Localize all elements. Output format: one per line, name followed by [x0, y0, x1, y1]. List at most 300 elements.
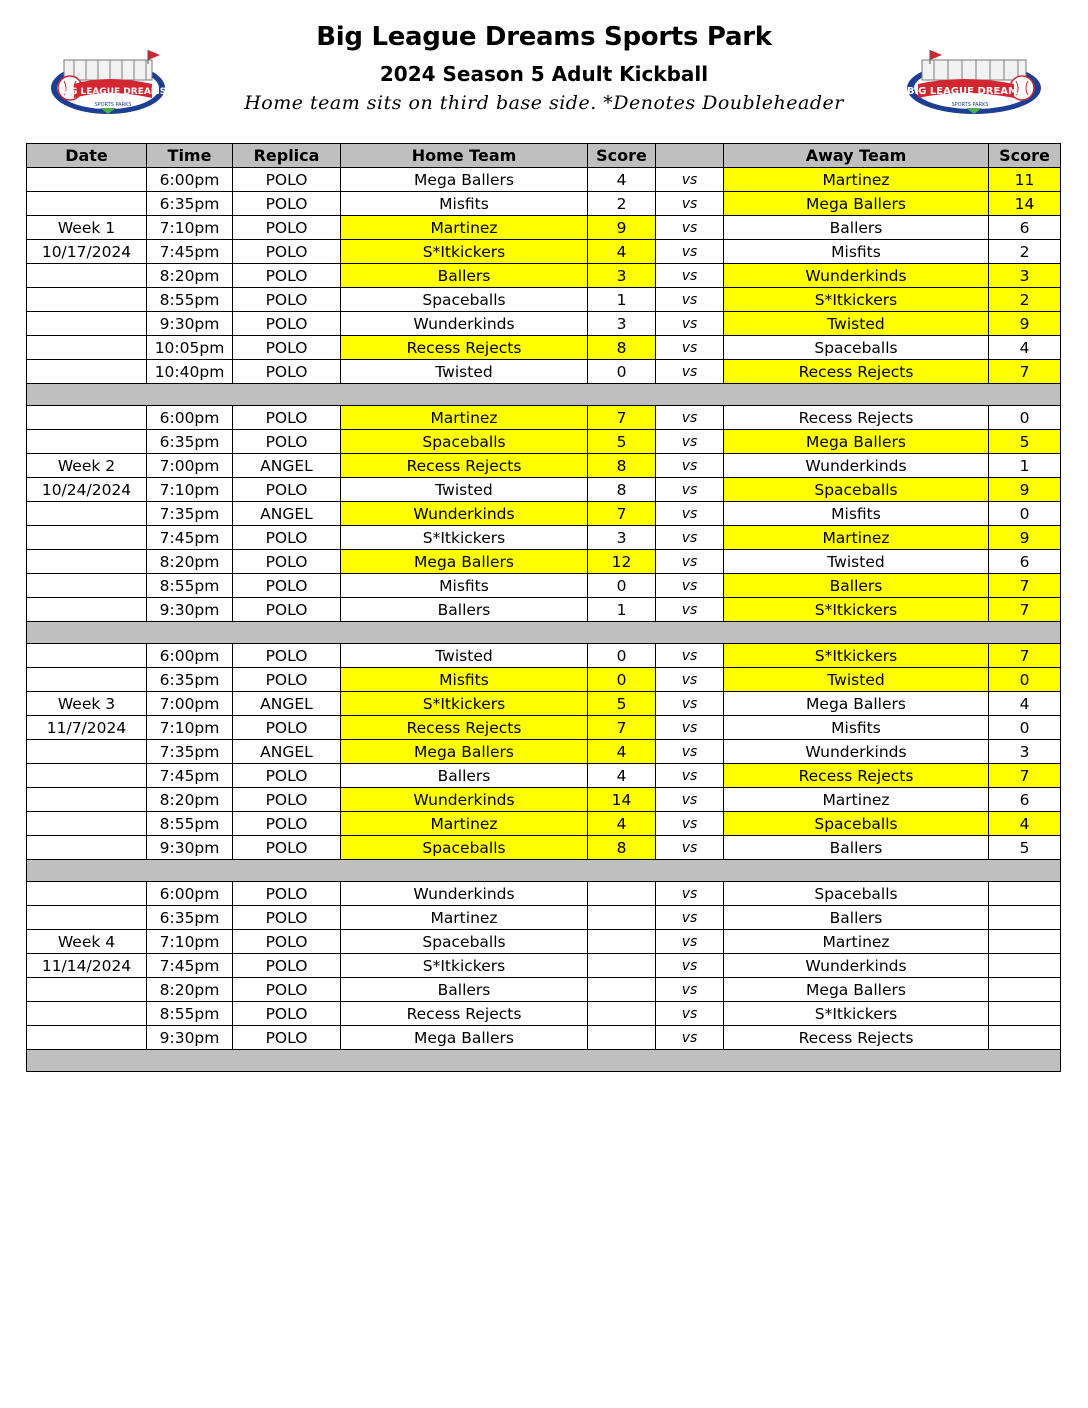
home-score: [588, 1026, 656, 1050]
away-score: 2: [989, 240, 1061, 264]
game-time: 8:55pm: [147, 574, 233, 598]
away-score: 7: [989, 644, 1061, 668]
vs-label: vs: [656, 502, 724, 526]
away-team: Wunderkinds: [724, 954, 989, 978]
field-name: POLO: [233, 1002, 341, 1026]
field-name: ANGEL: [233, 454, 341, 478]
away-score: 0: [989, 668, 1061, 692]
away-team: Recess Rejects: [724, 764, 989, 788]
home-score: [588, 906, 656, 930]
game-time: 7:10pm: [147, 930, 233, 954]
table-row: [27, 668, 1061, 692]
date-cell: [27, 192, 147, 216]
table-row: [27, 930, 1061, 954]
away-score: 4: [989, 336, 1061, 360]
field-name: POLO: [233, 478, 341, 502]
week-label: Week 4: [27, 930, 147, 954]
table-row: [27, 598, 1061, 622]
table-row: [27, 430, 1061, 454]
home-score: 12: [588, 550, 656, 574]
vs-label: vs: [656, 978, 724, 1002]
home-team: S*Itkickers: [341, 526, 588, 550]
header-note: Home team sits on third base side. *Denotes Doubleheader: [244, 92, 844, 114]
vs-label: vs: [656, 240, 724, 264]
vs-label: vs: [656, 644, 724, 668]
column-header-time: Time: [147, 144, 233, 168]
home-team: Spaceballs: [341, 930, 588, 954]
logo-text-right: BIG LEAGUE DREAMS: [906, 86, 1026, 97]
date-cell: [27, 264, 147, 288]
date-cell: [27, 360, 147, 384]
schedule-body: [27, 168, 1061, 1072]
page-subtitle: 2024 Season 5 Adult Kickball: [379, 62, 709, 86]
table-row: [27, 1002, 1061, 1026]
away-score: 0: [989, 406, 1061, 430]
date-cell: [27, 764, 147, 788]
week-separator: [27, 860, 1061, 882]
schedule-table: [26, 143, 1061, 1072]
field-name: POLO: [233, 360, 341, 384]
vs-label: vs: [656, 430, 724, 454]
svg-text:SPORTS PARKS: SPORTS PARKS: [951, 102, 989, 108]
vs-label: vs: [656, 598, 724, 622]
column-header-home-score: Score: [588, 144, 656, 168]
home-team: Mega Ballers: [341, 550, 588, 574]
field-name: POLO: [233, 430, 341, 454]
home-team: Wunderkinds: [341, 882, 588, 906]
date-cell: [27, 288, 147, 312]
home-score: 4: [588, 240, 656, 264]
game-time: 7:10pm: [147, 216, 233, 240]
away-team: Wunderkinds: [724, 454, 989, 478]
home-score: 4: [588, 812, 656, 836]
week-label: Week 3: [27, 692, 147, 716]
home-score: 2: [588, 192, 656, 216]
week-separator: [27, 384, 1061, 406]
away-team: Ballers: [724, 216, 989, 240]
table-row: [27, 692, 1061, 716]
table-row: [27, 168, 1061, 192]
away-team: Mega Ballers: [724, 192, 989, 216]
home-score: 4: [588, 764, 656, 788]
vs-label: vs: [656, 454, 724, 478]
away-score: 9: [989, 478, 1061, 502]
table-row: [27, 882, 1061, 906]
game-time: 7:45pm: [147, 240, 233, 264]
vs-label: vs: [656, 336, 724, 360]
column-header-vs: [656, 144, 724, 168]
away-team: Ballers: [724, 574, 989, 598]
away-score: 9: [989, 526, 1061, 550]
away-score: [989, 954, 1061, 978]
vs-label: vs: [656, 740, 724, 764]
game-time: 9:30pm: [147, 836, 233, 860]
week-separator: [27, 1050, 1061, 1072]
home-team: Martinez: [341, 812, 588, 836]
field-name: POLO: [233, 644, 341, 668]
game-time: 6:35pm: [147, 192, 233, 216]
table-row: [27, 1026, 1061, 1050]
away-score: [989, 906, 1061, 930]
game-time: 6:00pm: [147, 644, 233, 668]
vs-label: vs: [656, 478, 724, 502]
game-time: 10:40pm: [147, 360, 233, 384]
date-cell: [27, 882, 147, 906]
away-team: Martinez: [724, 526, 989, 550]
home-team: Spaceballs: [341, 430, 588, 454]
date-cell: [27, 788, 147, 812]
away-team: S*Itkickers: [724, 644, 989, 668]
vs-label: vs: [656, 192, 724, 216]
away-team: Twisted: [724, 668, 989, 692]
home-team: Martinez: [341, 406, 588, 430]
home-score: 7: [588, 406, 656, 430]
field-name: POLO: [233, 930, 341, 954]
away-team: Twisted: [724, 550, 989, 574]
vs-label: vs: [656, 836, 724, 860]
vs-label: vs: [656, 788, 724, 812]
date-cell: [27, 502, 147, 526]
away-score: 7: [989, 360, 1061, 384]
week-date: 10/17/2024: [27, 240, 147, 264]
home-team: S*Itkickers: [341, 240, 588, 264]
home-team: Twisted: [341, 478, 588, 502]
game-time: 6:35pm: [147, 668, 233, 692]
away-score: 3: [989, 740, 1061, 764]
home-score: 7: [588, 502, 656, 526]
date-cell: [27, 406, 147, 430]
away-team: Misfits: [724, 716, 989, 740]
home-team: Recess Rejects: [341, 454, 588, 478]
svg-text:SPORTS PARKS: SPORTS PARKS: [94, 102, 132, 108]
field-name: POLO: [233, 978, 341, 1002]
table-row: [27, 360, 1061, 384]
vs-label: vs: [656, 264, 724, 288]
field-name: POLO: [233, 406, 341, 430]
week-separator: [27, 622, 1061, 644]
away-team: Wunderkinds: [724, 264, 989, 288]
away-team: Twisted: [724, 312, 989, 336]
home-score: [588, 882, 656, 906]
away-score: 7: [989, 574, 1061, 598]
home-score: 3: [588, 526, 656, 550]
away-score: 1: [989, 454, 1061, 478]
home-team: Spaceballs: [341, 836, 588, 860]
away-score: [989, 1026, 1061, 1050]
away-team: Spaceballs: [724, 882, 989, 906]
away-score: 6: [989, 788, 1061, 812]
away-score: 14: [989, 192, 1061, 216]
away-score: 5: [989, 430, 1061, 454]
game-time: 10:05pm: [147, 336, 233, 360]
home-team: Mega Ballers: [341, 740, 588, 764]
vs-label: vs: [656, 168, 724, 192]
table-row: [27, 336, 1061, 360]
table-header-row: [27, 144, 1061, 168]
vs-label: vs: [656, 906, 724, 930]
field-name: POLO: [233, 216, 341, 240]
vs-label: vs: [656, 882, 724, 906]
date-cell: [27, 574, 147, 598]
date-cell: [27, 526, 147, 550]
game-time: 6:00pm: [147, 168, 233, 192]
vs-label: vs: [656, 764, 724, 788]
away-score: 7: [989, 598, 1061, 622]
field-name: POLO: [233, 716, 341, 740]
field-name: POLO: [233, 550, 341, 574]
home-team: Misfits: [341, 668, 588, 692]
field-name: POLO: [233, 168, 341, 192]
date-cell: [27, 978, 147, 1002]
column-header-date: Date: [27, 144, 147, 168]
date-cell: [27, 168, 147, 192]
home-team: Ballers: [341, 598, 588, 622]
away-score: 9: [989, 312, 1061, 336]
home-team: Recess Rejects: [341, 716, 588, 740]
game-time: 6:35pm: [147, 906, 233, 930]
home-score: 0: [588, 644, 656, 668]
away-team: Martinez: [724, 788, 989, 812]
table-row: [27, 978, 1061, 1002]
home-score: [588, 978, 656, 1002]
home-team: Misfits: [341, 192, 588, 216]
away-team: Recess Rejects: [724, 406, 989, 430]
table-row: [27, 788, 1061, 812]
game-time: 8:55pm: [147, 1002, 233, 1026]
away-team: Misfits: [724, 240, 989, 264]
home-score: 0: [588, 668, 656, 692]
home-score: [588, 954, 656, 978]
home-team: Ballers: [341, 264, 588, 288]
home-score: 9: [588, 216, 656, 240]
date-cell: [27, 668, 147, 692]
home-score: [588, 1002, 656, 1026]
table-row: [27, 836, 1061, 860]
away-score: 4: [989, 692, 1061, 716]
week-label: Week 2: [27, 454, 147, 478]
date-cell: [27, 312, 147, 336]
date-cell: [27, 1026, 147, 1050]
table-row: [27, 526, 1061, 550]
field-name: POLO: [233, 312, 341, 336]
game-time: 7:35pm: [147, 740, 233, 764]
home-team: S*Itkickers: [341, 954, 588, 978]
game-time: 8:20pm: [147, 550, 233, 574]
home-score: 3: [588, 312, 656, 336]
home-team: Twisted: [341, 360, 588, 384]
field-name: POLO: [233, 906, 341, 930]
field-name: POLO: [233, 598, 341, 622]
game-time: 6:00pm: [147, 406, 233, 430]
away-score: 4: [989, 812, 1061, 836]
vs-label: vs: [656, 360, 724, 384]
vs-label: vs: [656, 406, 724, 430]
away-team: Spaceballs: [724, 336, 989, 360]
home-score: 0: [588, 360, 656, 384]
away-team: Recess Rejects: [724, 1026, 989, 1050]
home-team: Martinez: [341, 906, 588, 930]
field-name: ANGEL: [233, 692, 341, 716]
home-score: 3: [588, 264, 656, 288]
home-team: Wunderkinds: [341, 788, 588, 812]
field-name: POLO: [233, 788, 341, 812]
away-score: 6: [989, 216, 1061, 240]
away-team: Spaceballs: [724, 478, 989, 502]
home-score: 1: [588, 288, 656, 312]
home-score: 4: [588, 740, 656, 764]
away-score: [989, 882, 1061, 906]
home-team: Ballers: [341, 978, 588, 1002]
table-row: [27, 740, 1061, 764]
away-team: Mega Ballers: [724, 978, 989, 1002]
away-score: [989, 930, 1061, 954]
game-time: 8:55pm: [147, 812, 233, 836]
home-team: Twisted: [341, 644, 588, 668]
field-name: ANGEL: [233, 740, 341, 764]
big-league-dreams-logo-left: [48, 48, 168, 118]
field-name: POLO: [233, 240, 341, 264]
away-score: 0: [989, 716, 1061, 740]
table-row: [27, 906, 1061, 930]
field-name: POLO: [233, 336, 341, 360]
vs-label: vs: [656, 954, 724, 978]
vs-label: vs: [656, 312, 724, 336]
table-row: [27, 954, 1061, 978]
game-time: 7:45pm: [147, 526, 233, 550]
away-score: 2: [989, 288, 1061, 312]
away-score: 0: [989, 502, 1061, 526]
table-row: [27, 716, 1061, 740]
field-name: POLO: [233, 1026, 341, 1050]
away-team: S*Itkickers: [724, 598, 989, 622]
date-cell: [27, 430, 147, 454]
vs-label: vs: [656, 550, 724, 574]
away-team: Martinez: [724, 168, 989, 192]
game-time: 7:45pm: [147, 764, 233, 788]
vs-label: vs: [656, 716, 724, 740]
table-row: [27, 454, 1061, 478]
table-row: [27, 192, 1061, 216]
date-cell: [27, 812, 147, 836]
home-team: Martinez: [341, 216, 588, 240]
date-cell: [27, 906, 147, 930]
away-team: Martinez: [724, 930, 989, 954]
away-score: 5: [989, 836, 1061, 860]
week-date: 10/24/2024: [27, 478, 147, 502]
table-row: [27, 216, 1061, 240]
field-name: POLO: [233, 264, 341, 288]
logo-text-left: BIG LEAGUE DREAMS: [59, 87, 167, 97]
vs-label: vs: [656, 216, 724, 240]
table-row: [27, 240, 1061, 264]
home-score: 8: [588, 336, 656, 360]
away-team: Ballers: [724, 906, 989, 930]
column-header-away-score: Score: [989, 144, 1061, 168]
game-time: 6:35pm: [147, 430, 233, 454]
away-team: Recess Rejects: [724, 360, 989, 384]
week-label: Week 1: [27, 216, 147, 240]
field-name: POLO: [233, 574, 341, 598]
home-score: 4: [588, 168, 656, 192]
game-time: 8:20pm: [147, 978, 233, 1002]
game-time: 8:20pm: [147, 264, 233, 288]
home-score: 0: [588, 574, 656, 598]
game-time: 6:00pm: [147, 882, 233, 906]
away-score: 11: [989, 168, 1061, 192]
week-separator-row: [27, 860, 1061, 882]
game-time: 9:30pm: [147, 1026, 233, 1050]
date-cell: [27, 598, 147, 622]
table-row: [27, 312, 1061, 336]
home-score: [588, 930, 656, 954]
home-team: Ballers: [341, 764, 588, 788]
home-team: Mega Ballers: [341, 1026, 588, 1050]
home-team: S*Itkickers: [341, 692, 588, 716]
home-score: 5: [588, 692, 656, 716]
away-team: Ballers: [724, 836, 989, 860]
table-row: [27, 502, 1061, 526]
field-name: POLO: [233, 668, 341, 692]
table-row: [27, 644, 1061, 668]
field-name: POLO: [233, 836, 341, 860]
away-score: 3: [989, 264, 1061, 288]
home-team: Wunderkinds: [341, 502, 588, 526]
game-time: 7:35pm: [147, 502, 233, 526]
vs-label: vs: [656, 930, 724, 954]
home-score: 8: [588, 478, 656, 502]
table-row: [27, 288, 1061, 312]
big-league-dreams-logo-right: [904, 48, 1044, 118]
week-separator-row: [27, 384, 1061, 406]
field-name: POLO: [233, 882, 341, 906]
table-row: [27, 264, 1061, 288]
table-row: [27, 574, 1061, 598]
field-name: POLO: [233, 764, 341, 788]
vs-label: vs: [656, 1002, 724, 1026]
week-separator-row: [27, 622, 1061, 644]
column-header-away-team: Away Team: [724, 144, 989, 168]
home-team: Recess Rejects: [341, 336, 588, 360]
away-score: 7: [989, 764, 1061, 788]
game-time: 7:10pm: [147, 478, 233, 502]
game-time: 7:45pm: [147, 954, 233, 978]
field-name: POLO: [233, 954, 341, 978]
away-score: [989, 978, 1061, 1002]
field-name: POLO: [233, 192, 341, 216]
date-cell: [27, 336, 147, 360]
away-team: Misfits: [724, 502, 989, 526]
away-score: 6: [989, 550, 1061, 574]
week-date: 11/7/2024: [27, 716, 147, 740]
date-cell: [27, 836, 147, 860]
away-team: Wunderkinds: [724, 740, 989, 764]
table-row: [27, 406, 1061, 430]
vs-label: vs: [656, 1026, 724, 1050]
date-cell: [27, 740, 147, 764]
game-time: 7:00pm: [147, 692, 233, 716]
game-time: 8:55pm: [147, 288, 233, 312]
home-team: Wunderkinds: [341, 312, 588, 336]
home-team: Spaceballs: [341, 288, 588, 312]
table-row: [27, 764, 1061, 788]
home-score: 1: [588, 598, 656, 622]
away-team: Mega Ballers: [724, 430, 989, 454]
vs-label: vs: [656, 526, 724, 550]
date-cell: [27, 550, 147, 574]
game-time: 9:30pm: [147, 598, 233, 622]
field-name: POLO: [233, 526, 341, 550]
page-title: Big League Dreams Sports Park: [316, 22, 772, 52]
